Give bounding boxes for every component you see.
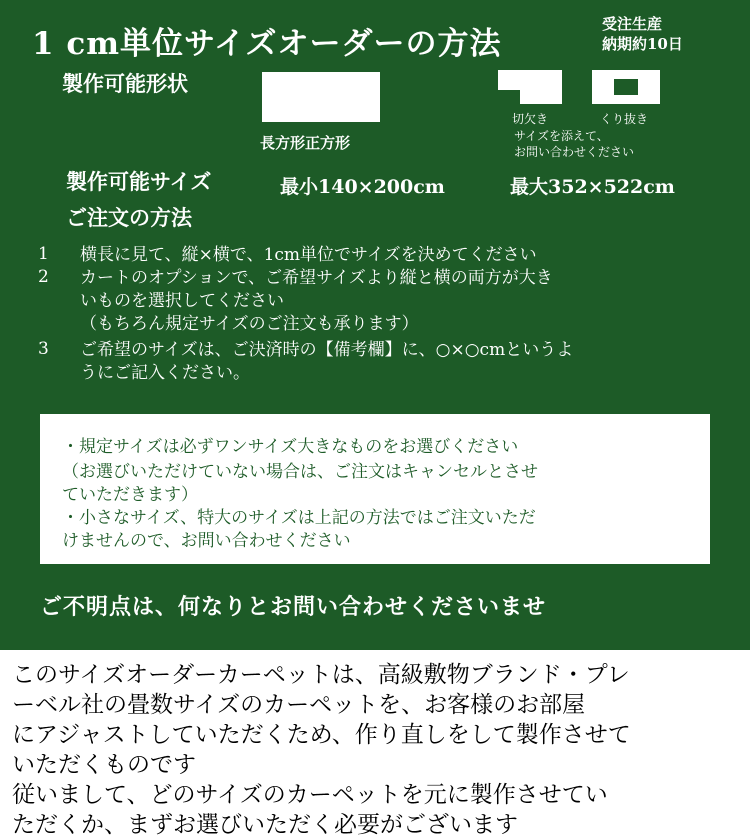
step-number: 1 xyxy=(38,244,49,264)
cutout-label: くり抜き xyxy=(600,112,649,126)
max-size: 最大352×522cm xyxy=(510,176,675,198)
notice-line: けませんので、お問い合わせください xyxy=(62,531,351,551)
rectangle-shape-icon xyxy=(262,72,380,122)
delivery-time-label: 納期約10日 xyxy=(602,35,683,53)
min-size: 最小140×200cm xyxy=(280,176,445,198)
description-line: いただくものです xyxy=(12,752,196,778)
notice-line: （お選びいただけていない場合は、ご注文はキャンセルとさせ xyxy=(62,462,538,482)
step-text: うにご記入ください。 xyxy=(80,363,250,383)
description-panel xyxy=(0,650,750,837)
step-text: いものを選択してください xyxy=(80,291,284,311)
sizes-heading: 製作可能サイズ xyxy=(66,169,212,194)
step-text: カートのオプションで、ご希望サイズより縦と横の両方が大き xyxy=(80,268,553,288)
custom-shape-note-line1: サイズを添えて、 xyxy=(514,129,609,143)
description-line: ーベル社の畳数サイズのカーペットを、お客様のお部屋 xyxy=(12,692,586,718)
custom-shape-note xyxy=(514,128,634,160)
lead-time-note xyxy=(602,14,683,54)
notice-box xyxy=(40,414,710,564)
notched-shape-icon xyxy=(498,70,562,104)
step-text: 横長に見て、縦×横で、1cm単位でサイズを決めてください xyxy=(80,245,537,265)
custom-shape-note-line2: お問い合わせください xyxy=(514,145,635,159)
shapes-heading: 製作可能形状 xyxy=(62,71,188,96)
notice-line: ていただきます） xyxy=(62,485,198,505)
rectangle-shape-label: 長方形正方形 xyxy=(260,134,351,152)
notch-label: 切欠き xyxy=(512,112,549,126)
notice-line: ・小さなサイズ、特大のサイズは上記の方法ではご注文いただ xyxy=(62,508,536,528)
step-text: （もちろん規定サイズのご注文も承ります） xyxy=(80,314,419,334)
cutout-shape-icon xyxy=(592,70,660,104)
description-line: 従いまして、どのサイズのカーペットを元に製作させてい xyxy=(12,782,608,808)
description-line: ただくか、まずお選びいただく必要がございます xyxy=(12,812,518,838)
step-number: 2 xyxy=(38,267,49,287)
order-heading: ご注文の方法 xyxy=(66,205,192,230)
notice-line: ・規定サイズは必ずワンサイズ大きなものをお選びください xyxy=(62,437,519,457)
step-number: 3 xyxy=(38,339,49,359)
description-line: このサイズオーダーカーペットは、高級敷物ブランド・プレ xyxy=(12,662,630,688)
page-title: 1 cm単位サイズオーダーの方法 xyxy=(32,26,502,62)
description-line: にアジャストしていただくため、作り直しをして製作させて xyxy=(12,722,631,748)
contact-message: ご不明点は、何なりとお問い合わせくださいませ xyxy=(40,594,547,620)
made-to-order-label: 受注生産 xyxy=(602,15,663,33)
step-text: ご希望のサイズは、ご決済時の【備考欄】に、○×○cmというよ xyxy=(80,340,574,360)
